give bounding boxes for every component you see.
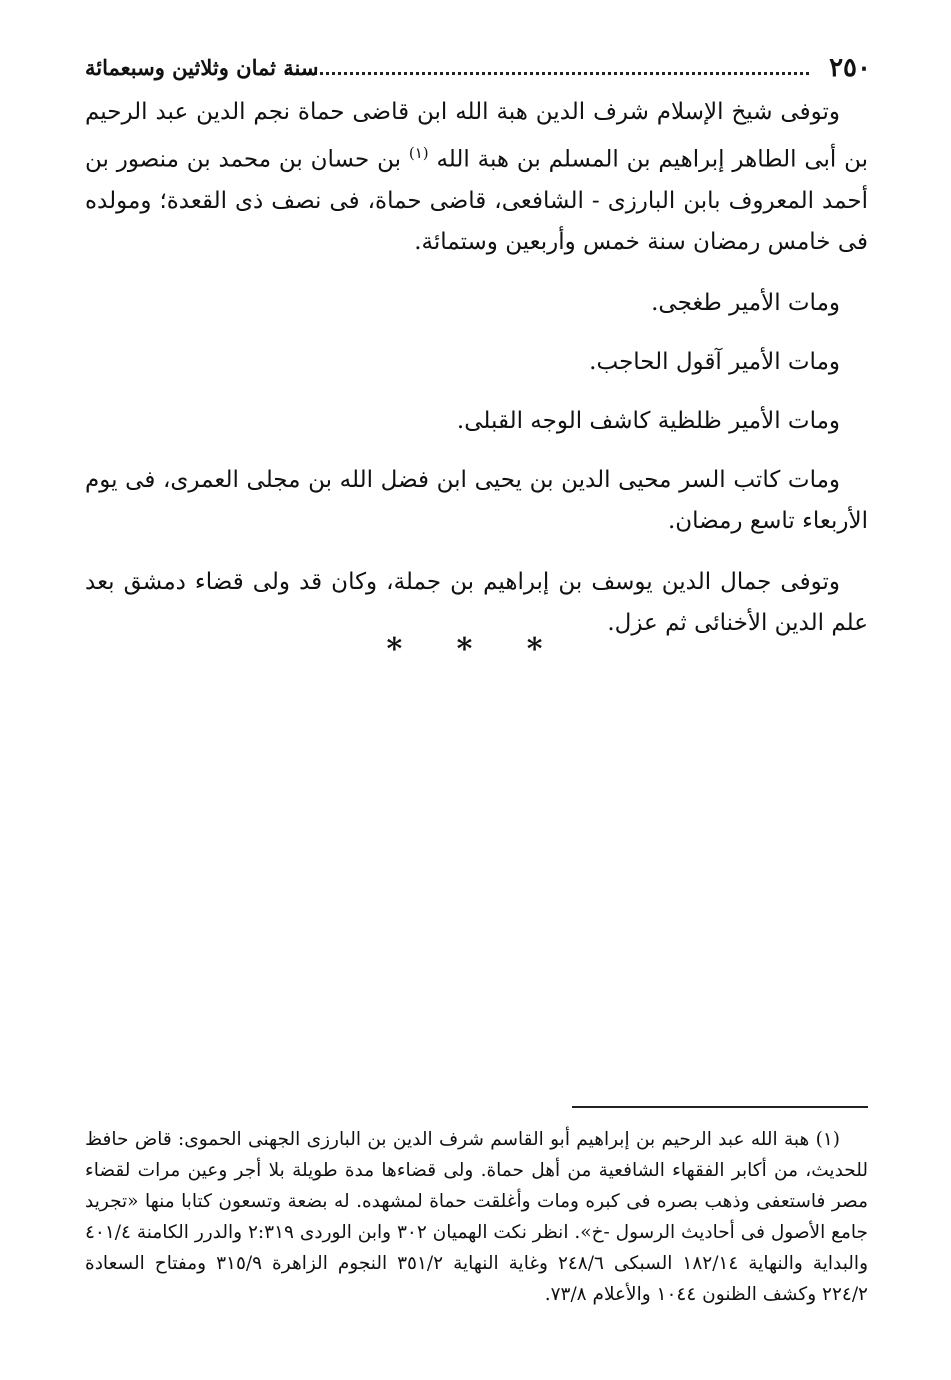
paragraph-tughji: ومات الأمير طغجى. (651, 289, 840, 316)
paragraph-text: بن حسان بن محمد بن منصور بن أحمد المعروف بابن البارزى - الشافعى، قاضى حماة، فى نصف ذى القعدة؛ ومولده فى خامس رمضان سنة خمس وأربعين وستمائة. (85, 146, 868, 255)
footnotes (85, 1124, 868, 1310)
footnote-divider (572, 1106, 868, 1108)
paragraph-muhyi-al-din: ومات كاتب السر محيى الدين بن يحيى ابن فضل الله بن مجلى العمرى، فى يوم الأربعاء تاسع رمضان. (85, 466, 868, 534)
page-header (85, 50, 871, 86)
paragraph-aqul: ومات الأمير آقول الحاجب. (589, 348, 840, 375)
paragraph-zalzaya: ومات الأمير ظلظية كاشف الوجه القبلى. (456, 407, 840, 434)
footnote-1: (١) هبة الله عبد الرحيم بن إبراهيم أبو القاسم شرف الدين بن البارزى الجهنى الحموى: قاض حافظ للحديث، من أكابر الفقهاء الشافعية من أهل حماة. ولى قضاءها مدة طويلة بلا أجر وعين مرات لقضاء مصر فاستعفى وذهب بصره فى كبره ومات وأغلقت حماة لمشهده. له بضعة وتسعون كتابا منها «تجريد جامع الأصول فى أحاديث الرسول -خ». انظر نكت الهميان ٣٠٢ وابن الوردى ٢:٣١٩ والدرر الكامنة ٤٠١/٤ والبداية والنهاية ١٨٢/١٤ السبكى ٢٤٨/٦ وغاية النهاية ٣٥١/٢ النجوم الزاهرة ٣١٥/٩ ومفتاح السعادة ٢٢٤/٢ وكشف الظنون ١٠٤٤ والأعلام ٧٣/٨. (85, 1129, 869, 1305)
footnote-reference: (١) (408, 144, 429, 162)
paragraph-jamal-al-din: وتوفى جمال الدين يوسف بن إبراهيم بن جملة، وكان قد ولى قضاء دمشق بعد علم الدين الأخنائى ثم عزل. (85, 568, 868, 636)
main-text (85, 92, 868, 664)
paragraph-sharaf-al-din (85, 92, 868, 263)
running-title: سنة ثمان وثلاثين وسبعمائة (85, 55, 319, 80)
page-number: ٢٥٠ (829, 53, 871, 83)
section-separator: * * * (386, 632, 565, 667)
paragraph-text: وتوفى شيخ الإسلام شرف الدين هبة الله ابن قاضى حماة نجم الدين عبد الرحيم بن أبى الطاهر إبراهيم بن المسلم بن هبة الله (85, 99, 869, 173)
header-dotted-leader (285, 72, 809, 75)
